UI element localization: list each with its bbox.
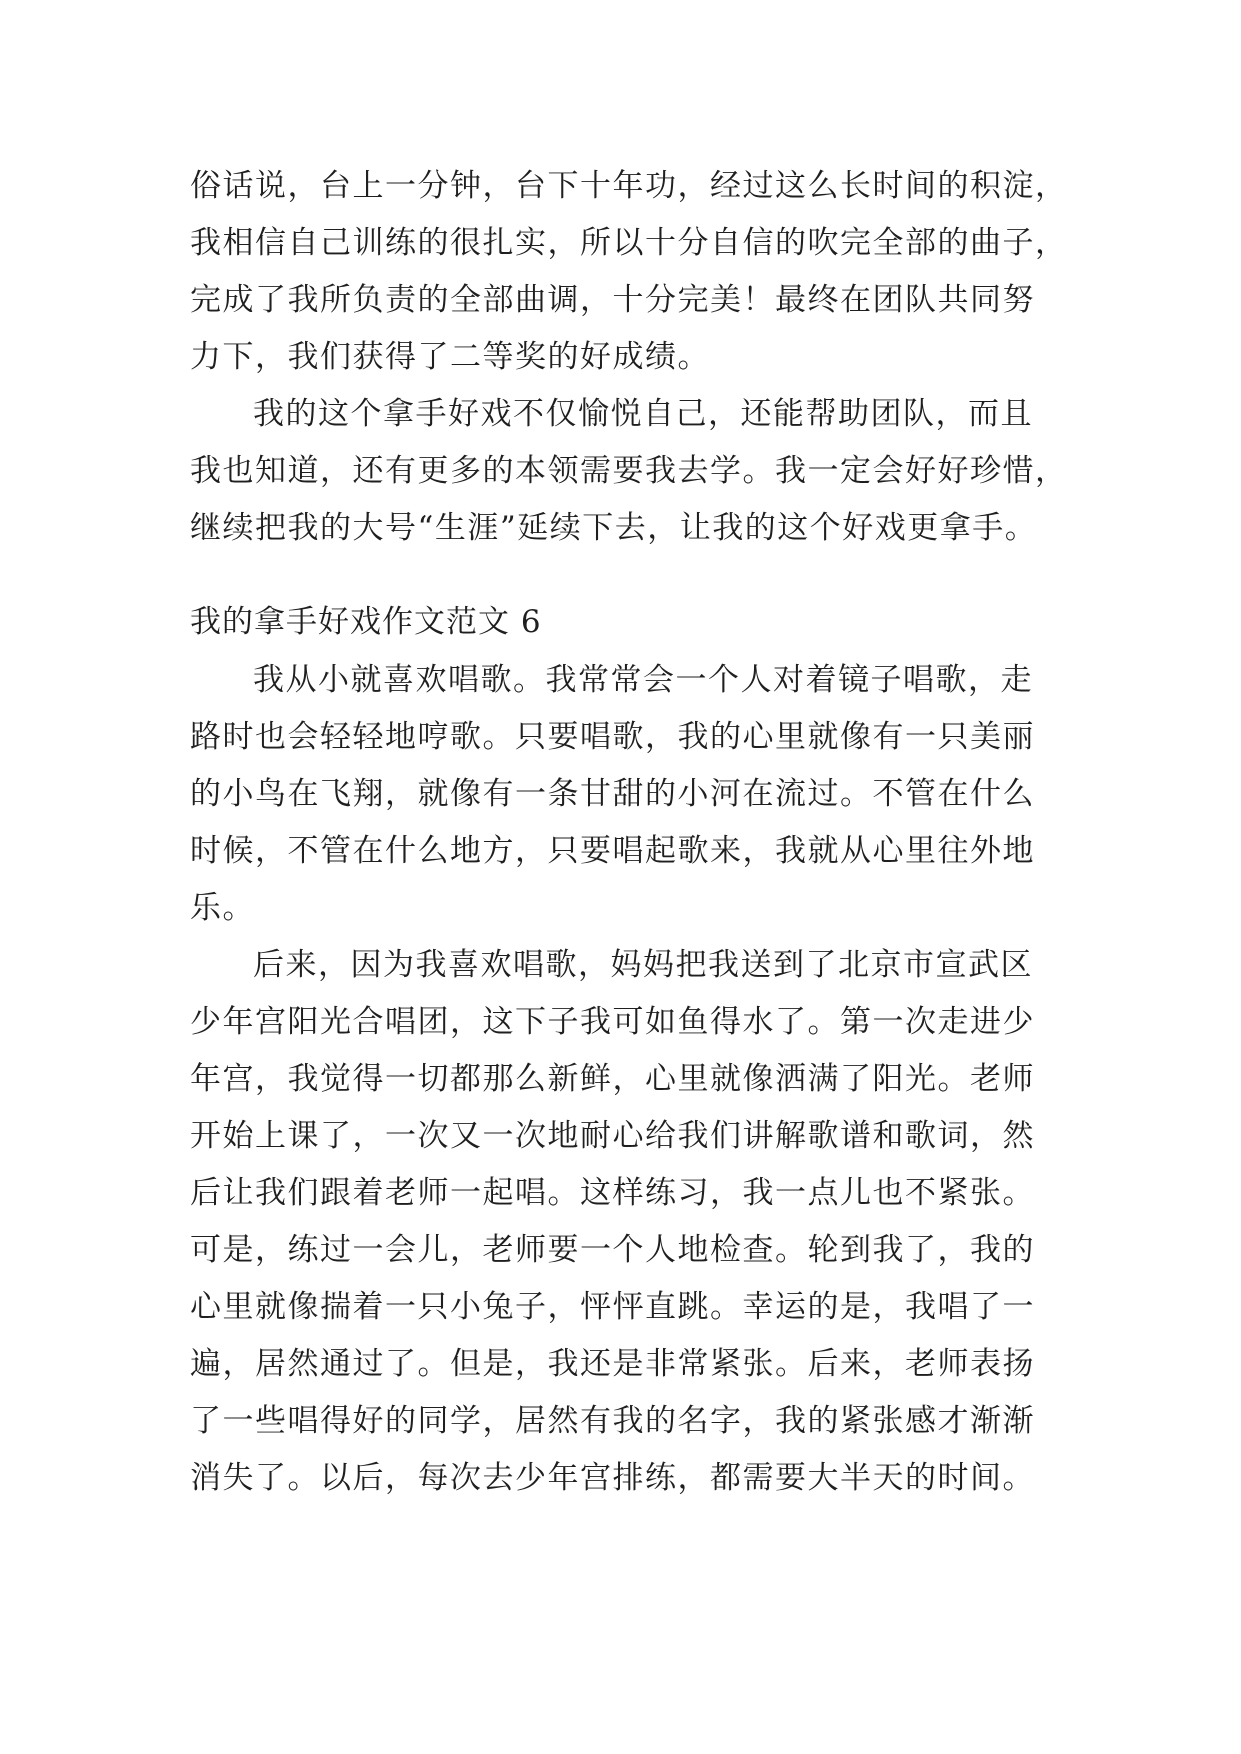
paragraph-line: 遍，居然通过了。但是，我还是非常紧张。后来，老师表扬 [190,1346,1035,1382]
paragraph-line: 后来，因为我喜欢唱歌，妈妈把我送到了北京市宣武区 [253,947,1033,983]
paragraph-line: 开始上课了，一次又一次地耐心给我们讲解歌谱和歌词，然 [190,1118,1035,1154]
paragraph-line: 时候，不管在什么地方，只要唱起歌来，我就从心里往外地 [190,833,1035,869]
paragraph-line: 我从小就喜欢唱歌。我常常会一个人对着镜子唱歌，走 [253,662,1033,698]
paragraph-line: 心里就像揣着一只小兔子，怦怦直跳。幸运的是，我唱了一 [190,1289,1035,1325]
paragraph-line: 乐。 [190,890,255,926]
paragraph-line: 消失了。以后，每次去少年宫排练，都需要大半天的时间。 [190,1460,1035,1496]
paragraph-line: 力下，我们获得了二等奖的好成绩。 [190,339,710,375]
paragraph-line: 了一些唱得好的同学，居然有我的名字，我的紧张感才渐渐 [190,1403,1035,1439]
paragraph-line: 年宫，我觉得一切都那么新鲜，心里就像洒满了阳光。老师 [190,1061,1035,1097]
paragraph-line: 我相信自己训练的很扎实，所以十分自信的吹完全部的曲子， [190,225,1068,261]
paragraph-line: 俗话说，台上一分钟，台下十年功，经过这么长时间的积淀， [190,168,1068,204]
paragraph-line: 继续把我的大号“生涯”延续下去，让我的这个好戏更拿手。 [190,510,1038,546]
paragraph-line: 可是，练过一会儿，老师要一个人地检查。轮到我了，我的 [190,1232,1035,1268]
paragraph-line: 后让我们跟着老师一起唱。这样练习，我一点儿也不紧张。 [190,1175,1035,1211]
section-title: 我的拿手好戏作文范文 6 [190,604,542,640]
paragraph-line: 路时也会轻轻地哼歌。只要唱歌，我的心里就像有一只美丽 [190,719,1035,755]
paragraph-line: 我也知道，还有更多的本领需要我去学。我一定会好好珍惜， [190,453,1068,489]
paragraph-line: 少年宫阳光合唱团，这下子我可如鱼得水了。第一次走进少 [190,1004,1035,1040]
paragraph-line: 的小鸟在飞翔，就像有一条甘甜的小河在流过。不管在什么 [190,776,1035,812]
paragraph-line: 完成了我所负责的全部曲调，十分完美！最终在团队共同努 [190,282,1035,318]
paragraph-line: 我的这个拿手好戏不仅愉悦自己，还能帮助团队，而且 [253,396,1033,432]
